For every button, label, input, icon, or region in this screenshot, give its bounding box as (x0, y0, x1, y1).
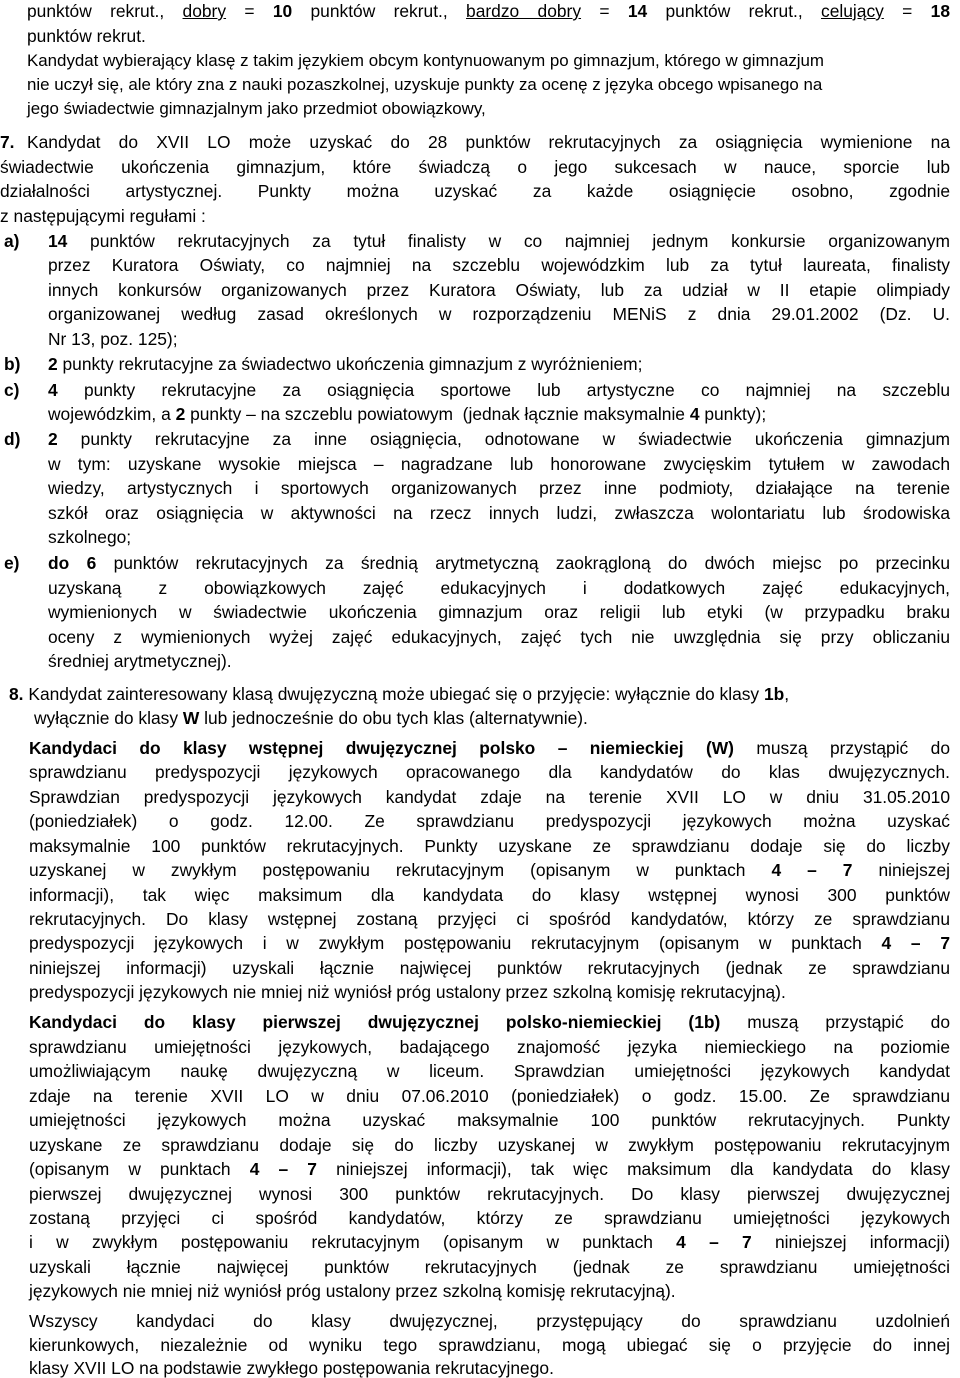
item-d-line: szkół oraz osiągnięcia w aktywności na rzecz innych ludzi, zwłaszcza wolontariatu lub środowiska (48, 503, 950, 523)
class-1b-line: (opisanym w punktach 4 – 7 niniejszej informacji), tak więc maksimum dla kandydata do klasy (29, 1159, 950, 1179)
grade-excellent: celujący (821, 1, 884, 21)
grades-line-cont: punktów rekrut. (27, 26, 146, 46)
class-1b-line: Kandydaci do klasy pierwszej dwujęzycznej polsko-niemieckiej (1b) muszą przystąpić do (29, 1012, 950, 1032)
item-a-label: a) (4, 231, 20, 251)
item-e-line: średniej arytmetycznej). (48, 651, 232, 671)
item-d-line: szkolnego; (48, 527, 132, 547)
grade-very-good: bardzo dobry (466, 1, 582, 21)
item-c-label: c) (4, 380, 20, 400)
foreign-lang-line: Kandydat wybierający klasę z takim językiem obcym kontynuowanym po gimnazjum, którego w gimnazjum (27, 51, 825, 70)
class-w-line: Kandydaci do klasy wstępnej dwujęzycznej polsko – niemieckiej (W) muszą przystąpić do (29, 738, 951, 758)
section-7-line: z następującymi regułami : (0, 206, 206, 226)
class-1b-line: umożliwiającym naukę dwujęzyczną w liceum. Sprawdzian umiejętności językowych kandydat (29, 1061, 950, 1081)
item-b-line: 2 punkty rekrutacyjne za świadectwo ukończenia gimnazjum z wyróżnieniem; (48, 354, 643, 374)
final-line: Wszyscy kandydaci do klasy dwujęzycznej, przystępujący do sprawdzianu uzdolnień (29, 1311, 950, 1331)
item-d-label: d) (4, 429, 21, 449)
class-1b-line: pierwszej dwujęzycznej wynosi 300 punktów rekrutacyjnych. Do klasy pierwszej dwujęzycznej (29, 1184, 950, 1204)
section-8-line: wyłącznie do klasy W lub jednocześnie do obu tych klas (alternatywnie). (34, 708, 588, 728)
item-d-line: w tym: uzyskane wysokie miejsca – nagradzane lub honorowane zwycięskim tytułem w zawodach (48, 454, 950, 474)
class-w-line: uzyskanej w zwykłym postępowaniu rekrutacyjnym (opisanym w punktach 4 – 7 niniejszej (29, 860, 950, 880)
class-w-line: predyspozycji językowych i w zwykłym postępowaniu rekrutacyjnym (opisanym w punktach 4 – 7 (29, 933, 950, 953)
class-1b-line: sprawdzianu umiejętności językowych, badającego znajomość języka niemieckiego na poziomie (29, 1037, 950, 1057)
item-d-line: wiedzy, artystycznych i sportowych organizowanych przez inne podmioty, działające na terenie (48, 478, 950, 498)
item-a-line: przez Kuratora Oświaty, co najmniej na szczeblu wojewódzkim lub za tytuł laureata, finalisty (48, 255, 950, 275)
section-8-number: 8. (9, 684, 24, 704)
section-7-line: Kandydat do XVII LO może uzyskać do 28 punktów rekrutacyjnych za osiągnięcia wymienione na (27, 132, 950, 152)
class-w-heading: Kandydaci do klasy wstępnej dwujęzycznej polsko – niemieckiej (W) (29, 738, 734, 758)
grade-good: dobry (182, 1, 227, 21)
class-w-line: rekrutacyjnych. Do klasy wstępnej zostaną przyjęci ci spośród kandydatów, którzy ze sprawdzianu (29, 909, 950, 929)
grades-line: punktów rekrut., dobry = 10 punktów rekrut., bardzo dobry = 14 punktów rekrut., celujący = 18 (27, 1, 950, 21)
item-a-line: organizowanej według zasad określonych w rozporządzeniu MENiS z dnia 29.01.2002 (Dz. U. (48, 304, 950, 324)
foreign-lang-line: jego świadectwie gimnazjalnym jako przedmiot obowiązkowy, (27, 99, 486, 118)
class-1b-line: językowych nie mniej niż wyniósł próg ustalony przez szkolną komisję rekrutacyjną). (29, 1281, 676, 1301)
item-c-line: wojewódzkim, a 2 punkty – na szczeblu powiatowym (jednak łącznie maksymalnie 4 punkty); (48, 404, 767, 424)
class-1b-line: uzyskali łącznie najwięcej punktów rekrutacyjnych (jednak ze sprawdzianu umiejętności (29, 1257, 950, 1277)
item-e-line: oceny z wymienionych wyżej zajęć edukacyjnych, zajęć tych nie uwzględnia się przy obliczaniu (48, 627, 950, 647)
section-8-line: 8. Kandydat zainteresowany klasą dwujęzyczną może ubiegać się o przyjęcie: wyłącznie do klasy 1b, (9, 684, 790, 704)
class-w-line: Sprawdzian predyspozycji językowych kandydat zdaje na terenie XVII LO w dniu 31.05.2010 (29, 787, 950, 807)
class-1b-line: zdaje na terenie XVII LO w dniu 07.06.2010 (poniedziałek) o godz. 15.00. Ze sprawdzianu (29, 1086, 950, 1106)
class-w-line: sprawdzianu predyspozycji językowych opracowanego dla kandydatów do klas dwujęzycznych. (29, 762, 950, 782)
item-b-label: b) (4, 354, 21, 374)
item-a-line: 14 punktów rekrutacyjnych za tytuł finalisty w co najmniej jednym konkursie organizowanym (48, 231, 950, 251)
item-e-line: wymienionych w świadectwie ukończenia gimnazjum oraz religii lub etyki (w przypadku braku (48, 602, 950, 622)
item-e-line: do 6 punktów rekrutacyjnych za średnią arytmetyczną zaokrągloną do dwóch miejsc po przecinku (48, 553, 950, 573)
class-w-line: maksymalnie 100 punktów rekrutacyjnych. Punkty uzyskane ze sprawdzianu dodaje się do liczby (29, 836, 950, 856)
foreign-lang-line: nie uczył się, ale który zna z nauki pozaszkolnej, uzyskuje punkty za ocenę z języka obcego wpisanego na (27, 75, 823, 94)
section-7-number: 7. (0, 132, 15, 152)
item-e-line: uzyskaną z obowiązkowych zajęć edukacyjnych i dodatkowych zajęć edukacyjnych, (48, 578, 950, 598)
class-1b-line: umiejętności językowych można uzyskać maksymalnie 100 punktów rekrutacyjnych. Punkty (29, 1110, 950, 1130)
item-d-line: 2 punkty rekrutacyjne za inne osiągnięcia, odnotowane w świadectwie ukończenia gimnazjum (48, 429, 950, 449)
class-w-line: (poniedziałek) o godz. 12.00. Ze sprawdzianu predyspozycji językowych można uzyskać (29, 811, 950, 831)
item-c-line: 4 punkty rekrutacyjne za osiągnięcia sportowe lub artystyczne co najmniej na szczeblu (48, 380, 950, 400)
item-a-line: innych konkursów organizowanych przez Kuratora Oświaty, lub za udział w II etapie olimpiady (48, 280, 950, 300)
section-7-line: działalności artystycznej. Punkty można uzyskać za każde osiągnięcie osobno, zgodnie (0, 181, 950, 201)
class-1b-line: uzyskane ze sprawdzianu dodaje się do liczby uzyskanej w zwykłym postępowaniu rekrutacyjnym (29, 1135, 950, 1155)
class-1b-line: zostaną przyjęci ci spośród kandydatów, którzy ze sprawdzianu umiejętności językowych (29, 1208, 950, 1228)
class-1b-heading: Kandydaci do klasy pierwszej dwujęzycznej polsko-niemieckiej (1b) (29, 1012, 721, 1032)
class-w-line: predyspozycji językowych nie mniej niż wyniósł próg ustalony przez szkolną komisję rekrutacyjną). (29, 982, 786, 1002)
final-line: klasy XVII LO na podstawie zwykłego postępowania rekrutacyjnego. (29, 1358, 554, 1378)
class-w-line: informacji), tak więc maksimum dla kandydata do klasy wstępnej wynosi 300 punktów (29, 885, 950, 905)
class-1b-line: i w zwykłym postępowaniu rekrutacyjnym (opisanym w punktach 4 – 7 niniejszej informacji) (29, 1232, 951, 1252)
item-a-line: Nr 13, poz. 125); (48, 329, 178, 349)
final-line: kierunkowych, niezależnie od wyniku tego sprawdzianu, mogą ubiegać się o przyjęcie do innej (29, 1335, 950, 1355)
item-e-label: e) (4, 553, 20, 573)
section-7-line: świadectwie ukończenia gimnazjum, które świadczą o jego sukcesach w nauce, sporcie lub (0, 157, 950, 177)
class-w-line: niniejszej informacji) uzyskali łącznie najwięcej punktów rekrutacyjnych (jednak ze sprawdzianu (29, 958, 950, 978)
